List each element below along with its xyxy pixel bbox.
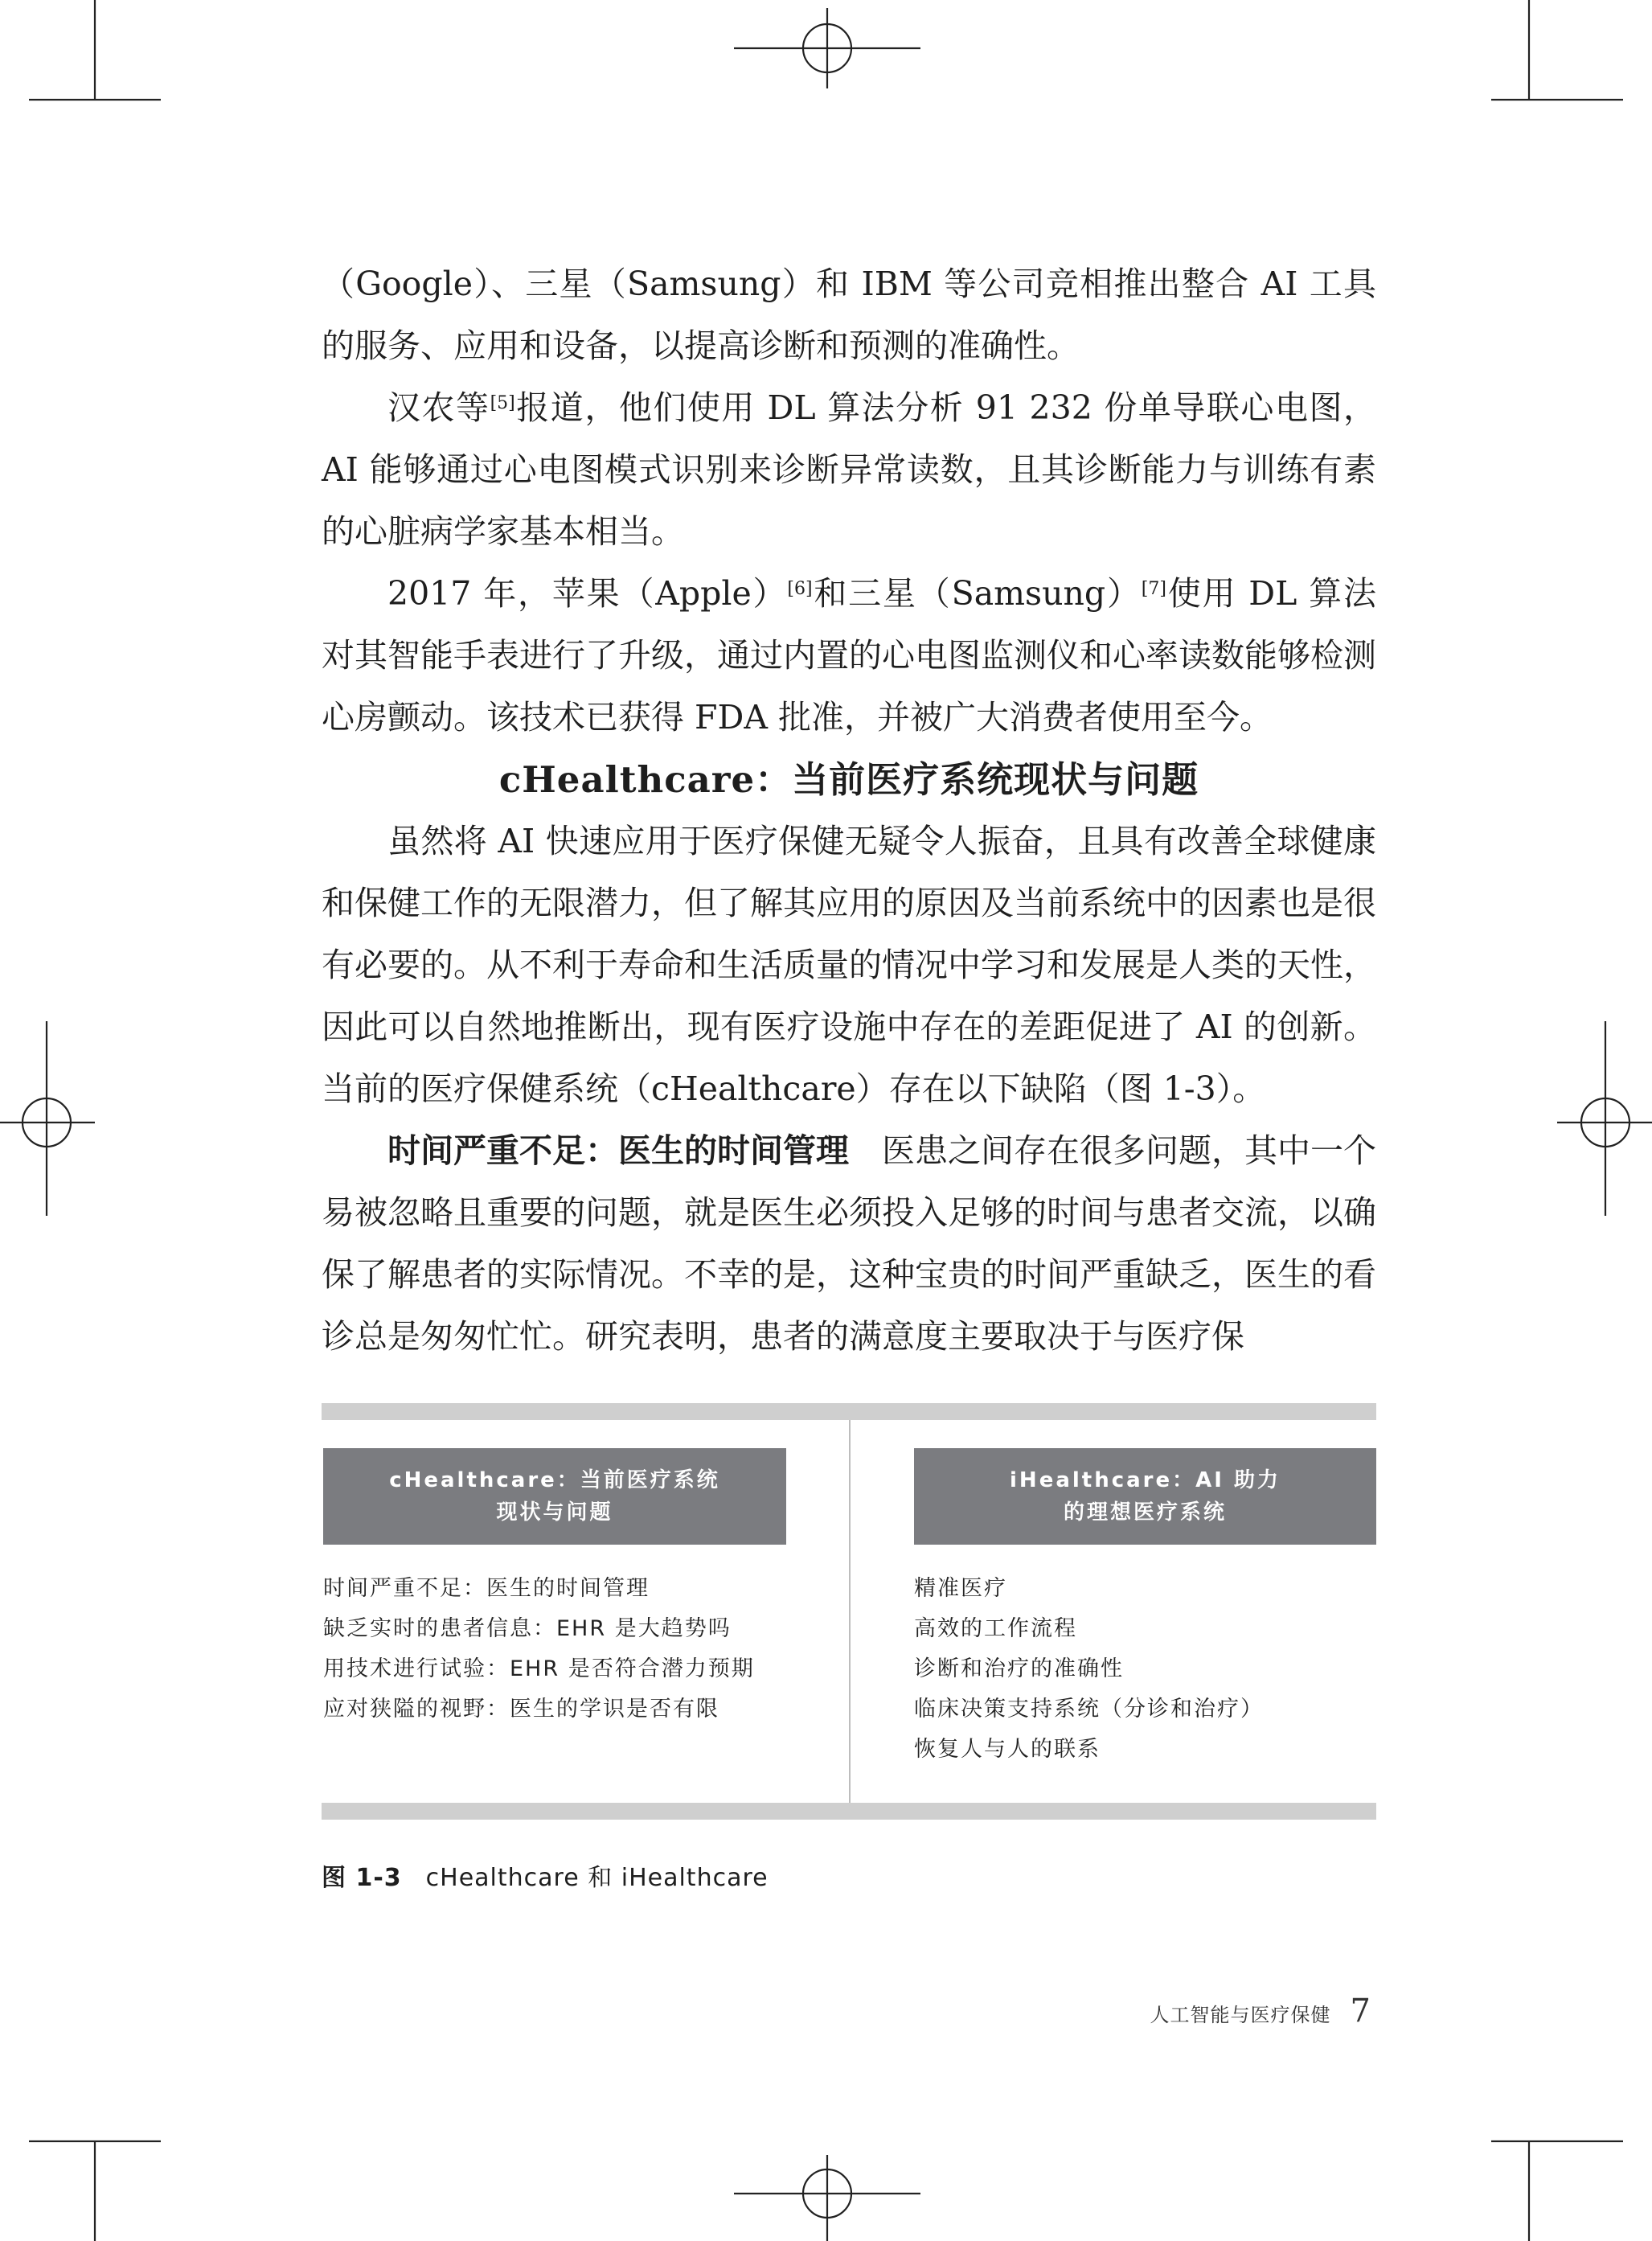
registration-mark-left — [0, 1021, 95, 1216]
running-title: 人工智能与医疗保健 — [1150, 2004, 1331, 2026]
figure-divider — [849, 1420, 851, 1812]
figure-caption-number: 图 1-3 — [322, 1864, 402, 1892]
figure-bottom-bar — [322, 1803, 1376, 1820]
page-footer — [1150, 1993, 1371, 2030]
figure-top-bar — [322, 1403, 1376, 1420]
list-item: 高效的工作流程 — [914, 1616, 1077, 1641]
figure-1-3 — [322, 1403, 1376, 1829]
list-item: 缺乏实时的患者信息：EHR 是大趋势吗 — [323, 1616, 732, 1641]
paragraph-3 — [322, 563, 1376, 749]
paragraph-2 — [322, 377, 1376, 563]
list-item: 恢复人与人的联系 — [914, 1737, 1101, 1762]
list-item: 精准医疗 — [914, 1576, 1007, 1601]
chealthcare-list — [323, 1569, 838, 1730]
registration-mark-right — [1557, 1021, 1652, 1216]
chealthcare-header-line2: 现状与问题 — [496, 1500, 613, 1525]
paragraph-3-start: 2017 年，苹果（Apple） — [387, 574, 788, 613]
ihealthcare-header-line1: iHealthcare：AI 助力 — [1010, 1468, 1281, 1492]
chealthcare-header — [323, 1448, 786, 1545]
list-item: 时间严重不足：医生的时间管理 — [323, 1576, 650, 1601]
section-title: cHealthcare：当前医疗系统现状与问题 — [498, 758, 1199, 801]
paragraph-5-body: 医患之间存在很多问题，其中一个易被忽略且重要的问题，就是医生必须投入足够的时间与患者交流，以确保了解患者的实际情况。不幸的是，这种宝贵的时间严重缺乏，医生的看诊总是匆匆忙忙。研究表明，患者的满意度主要取决于与医疗保 — [322, 1131, 1376, 1356]
paragraph-5-lead: 时间严重不足：医生的时间管理 — [387, 1131, 849, 1170]
paragraph-1: （Google）、三星（Samsung）和 IBM 等公司竞相推出整合 AI 工具的服务、应用和设备，以提高诊断和预测的准确性。 — [322, 265, 1376, 365]
paragraph-3-rest: 使用 DL 算法对其智能手表进行了升级，通过内置的心电图监测仪和心率读数能够检测心房颤动。该技术已获得 FDA 批准，并被广大消费者使用至今。 — [322, 574, 1376, 737]
paragraph-5 — [322, 1120, 1376, 1368]
reference-5: [5] — [490, 393, 515, 413]
ihealthcare-list — [914, 1569, 1376, 1770]
paragraph-3-middle: 和三星（Samsung） — [812, 574, 1142, 613]
chealthcare-header-line1: cHealthcare：当前医疗系统 — [389, 1468, 720, 1492]
registration-mark-bottom — [734, 2155, 920, 2241]
registration-mark-top — [734, 8, 920, 88]
body-text — [322, 253, 1376, 1368]
reference-7: [7] — [1141, 579, 1166, 599]
paragraph-2-start: 汉农等 — [387, 388, 490, 427]
figure-caption — [322, 1857, 769, 1893]
page-number: 7 — [1350, 1993, 1371, 2030]
list-item: 用技术进行试验：EHR 是否符合潜力预期 — [323, 1656, 755, 1681]
list-item: 诊断和治疗的准确性 — [914, 1656, 1124, 1681]
list-item: 应对狭隘的视野：医生的学识是否有限 — [323, 1697, 719, 1722]
ihealthcare-header — [914, 1448, 1376, 1545]
paragraph-4: 虽然将 AI 快速应用于医疗保健无疑令人振奋，且具有改善全球健康和保健工作的无限潜力，但了解其应用的原因及当前系统中的因素也是很有必要的。从不利于寿命和生活质量的情况中学习和发展是人类的天性，因此可以自然地推断出，现有医疗设施中存在的差距促进了 AI 的创新。当前的医疗保健系统（cHealthcare）存在以下缺陷（图 1-3）。 — [322, 822, 1376, 1108]
reference-6: [6] — [787, 579, 813, 599]
list-item: 临床决策支持系统（分诊和治疗） — [914, 1697, 1264, 1722]
ihealthcare-header-line2: 的理想医疗系统 — [1063, 1500, 1227, 1525]
paragraph-2-rest: 报道，他们使用 DL 算法分析 91 232 份单导联心电图，AI 能够通过心电图模式识别来诊断异常读数，且其诊断能力与训练有素的心脏病学家基本相当。 — [322, 388, 1377, 551]
figure-caption-text: cHealthcare 和 iHealthcare — [425, 1864, 769, 1892]
